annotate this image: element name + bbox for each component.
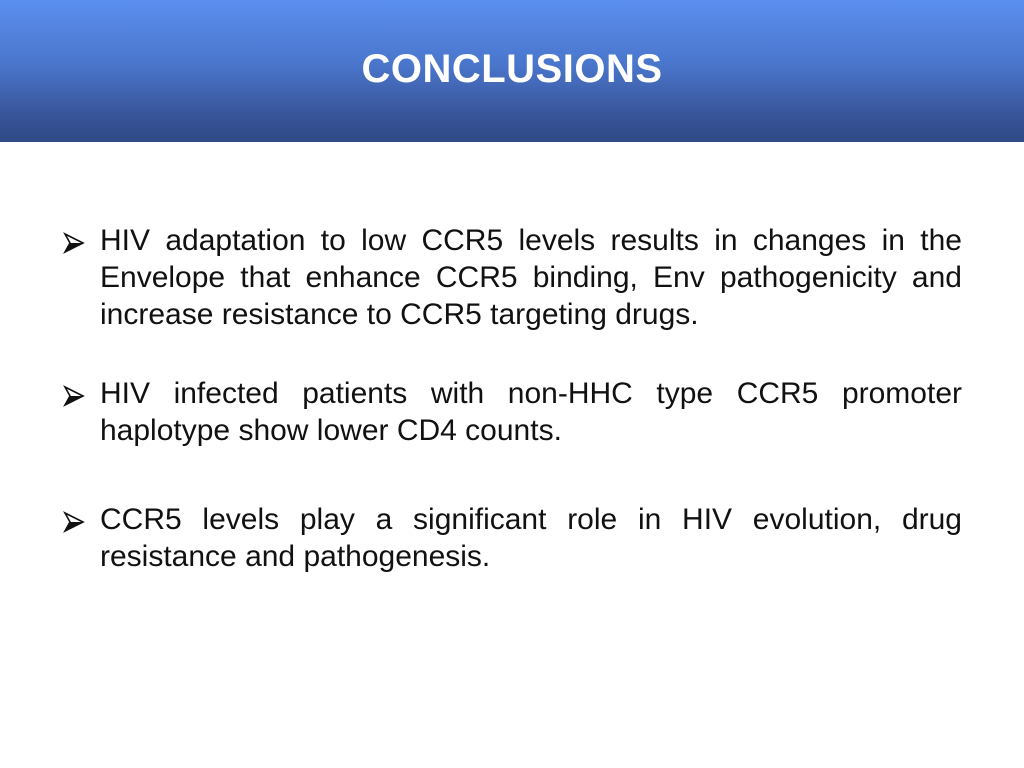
bullet-text: HIV infected patients with non-HHC type CCR5 promoter haplotype show lower CD4 counts. xyxy=(100,377,962,447)
arrow-bullet-icon xyxy=(62,510,86,534)
bullet-text: CCR5 levels play a significant role in HIV evolution, drug resistance and pathogenesis. xyxy=(100,503,962,573)
title-bar xyxy=(0,0,1024,142)
arrow-bullet-icon xyxy=(62,384,86,408)
bullet-item xyxy=(62,375,962,449)
arrow-bullet-icon xyxy=(62,231,86,255)
bullet-list xyxy=(62,222,962,617)
bullet-item xyxy=(62,501,962,575)
bullet-text: HIV adaptation to low CCR5 levels results in changes in the Envelope that enhance CCR5 binding, Env pathogenicity and increase resistance to CCR5 targeting drugs. xyxy=(100,224,962,331)
slide-title: CONCLUSIONS xyxy=(361,46,663,91)
bullet-item xyxy=(62,222,962,333)
